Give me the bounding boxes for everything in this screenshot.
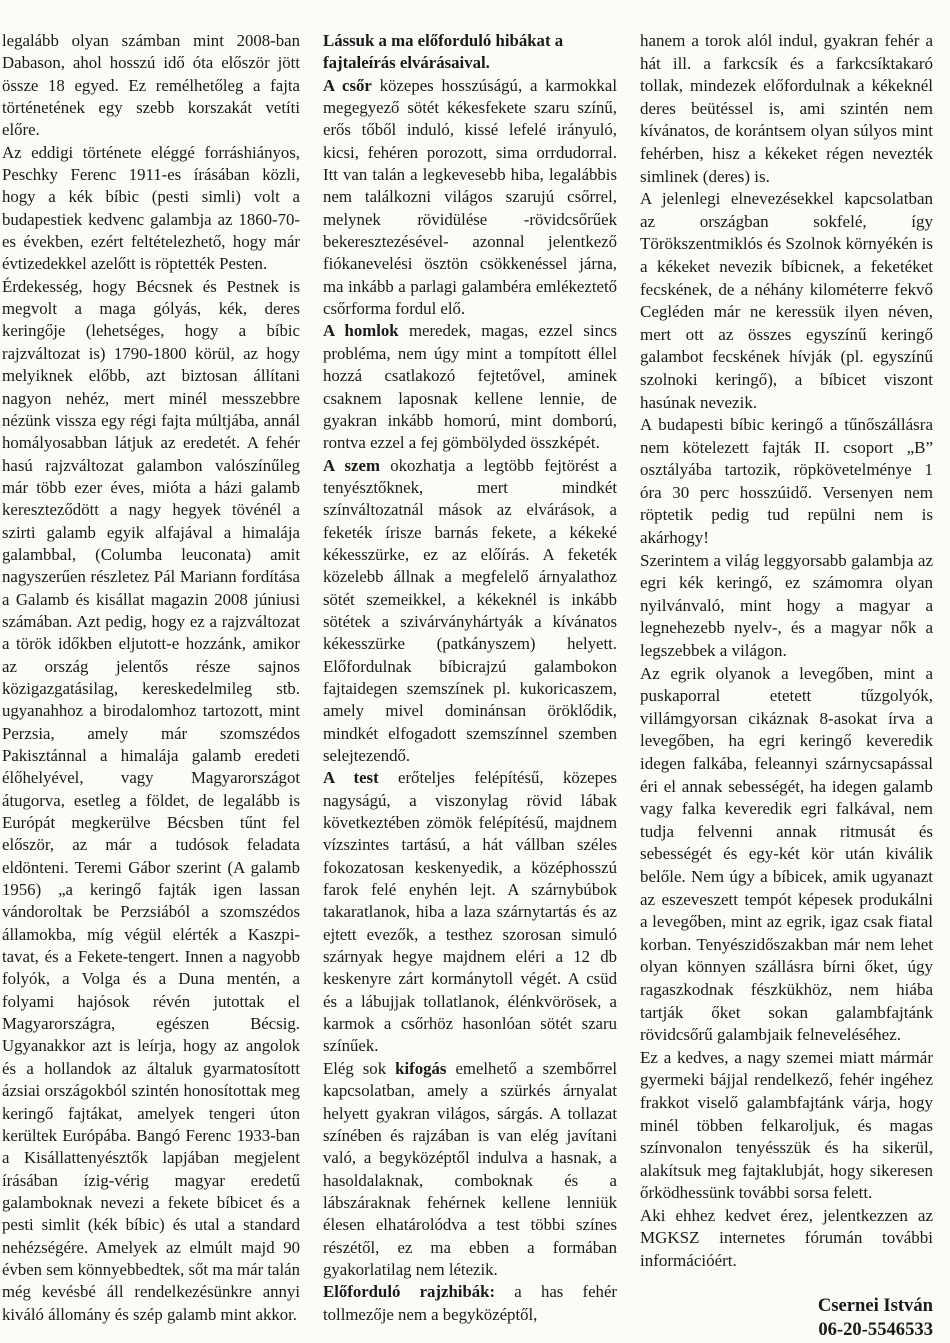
paragraph-text: a has fehér tollmezője nem a begyközéptől, xyxy=(323,1282,617,1324)
paragraph: A budapesti bíbic keringő a tűnőszállásra nem kötelezett fajták II. csoport „B” osztályába tartozik, röpkövetelménye 1 óra 30 perc hosszúidő. Versenyen nem röptetik pedig tud repülni nem is akárhogy! xyxy=(640,415,933,548)
paragraph: Aki ehhez kedvet érez, jelentkezzen az MGKSZ internetes fórumán további információért. xyxy=(640,1205,933,1271)
paragraph-eye xyxy=(323,455,617,768)
keyword-beak: A csőr xyxy=(323,75,372,95)
column-2 xyxy=(323,30,617,1326)
author-name: Csernei István xyxy=(817,1295,933,1316)
paragraph: Az egrik olyanok a levegőben, mint a puskaporral etetett tűzgolyók, villámgyorsan cikáznak 8-asokat írva a levegőben, ha egri keringő keveredik idegen falkába, feleannyi szárnycsapással éri el annak sebességét, ha idegen galamb vagy falka keveredik egri falkával, nem tudja felvenni annak ritmusát és sebességét és egy-két kör után kiválik belőle. Nem úgy a bíbicek, amik ugyanazt az eszeveszett tempót képesek produkálni a levegőben, mint az egrik, igaz csak fiatal korban. Tenyészidőszakban már nem lehet olyan könnyen szállásra bírni őket, úgy ragaszkodnak fészkükhöz, nem hiába tartják őket sokan galambfajtánk rövidcsőrű galambjaik felneveléséhez. xyxy=(640,663,933,1045)
author-phone: 06-20-5546533 xyxy=(818,1319,933,1340)
paragraph-pattern-faults xyxy=(323,1281,617,1326)
paragraph: Az eddigi története eléggé forráshiányos, Peschky Ferenc 1911-es írásában közli, hogy a kék bíbic (pesti simli) volt a budapestiek kedvenc galambja az 1860-70-es években, ezért feltételezhető, hogy már évtizedekkel azelőtt is röptették Pesten. xyxy=(2,142,300,274)
paragraph: Szerintem a világ leggyorsabb galambja az egri kék keringő, ez számomra olyan nyilvánvaló, mint hogy a magyar a legnehezebb nyelv-, és a magyar nők a legszebbek a világon. xyxy=(640,550,933,661)
paragraph: legalább olyan számban mint 2008-ban Dabason, ahol hosszú idő óta először jött össze 18 egyed. Ez remélhetőleg a fajta történetének egy szebb korszakát vetíti előre. xyxy=(2,31,300,140)
paragraph-text: Elég sok xyxy=(323,1058,396,1078)
paragraph-forehead xyxy=(323,320,617,454)
paragraph-text: emelhető a szembőrrel kapcsolatban, amely a szürkés árnyalat helyett gyakran világos, sárgás. A tollazat színében és rajzában is van elég javítani való, a begyközéptől indulva a hasnak, a hasoldalaknak, comboknak és a lábszáraknak fehérnek kellene lenniük élesen elhatárolódva a test többi színes részétől, ez ma ebben a formában gyakorlatilag nem létezik. xyxy=(323,1058,617,1279)
paragraph-text: meredek, magas, ezzel sincs probléma, nem úgy mint a tompított éllel hozzá csatlakozó fejtetővel, aminek csaknem laposnak kellene lennie, de gyakran inkább homorú, mint domború, rontva ezzel a fej gömbölyded összképét. xyxy=(323,321,617,453)
column-3 xyxy=(640,30,933,1273)
author-signature xyxy=(640,1294,933,1342)
paragraph-beak xyxy=(323,75,617,321)
paragraph-body xyxy=(323,767,617,1057)
section-title: Lássuk a ma előforduló hibákat a fajtaleírás elvárásaival. xyxy=(323,31,564,73)
paragraph: Érdekesség, hogy Bécsnek és Pestnek is megvolt a maga gólyás, kék, deres keringője (lehetséges, hogy a bíbic rajzváltozat is) 1790-1800 körül, az hogy melyiknek előbb, azt biztosan állítani nagyon nehéz, mert minél messzebbre nézünk vissza egy régi fajta múltjába, annál homályosabban látjuk az eredetét. A fehér hasú rajzváltozat galambon valószínűleg már több ezer éves, mióta a házi galamb kereszteződött a nagy hegyek tövénél a szirti galamb egyik alfajával a himalája galambbal, (Columba leuconata) amit nagyszerűen részletez Pál Mariann fordítása a Galamb és kisállat magazin 2008 júniusi számában. Azt pedig, hogy ez a rajzváltozat a török időkben eljutott-e hozzánk, amikor az ország jelentős része sajnos közigazgatásilag, kereskedelmileg stb. ugyanahhoz a birodalomhoz tartozott, mint Perzsia, amely már szomszédos Pakisztánnal a himalája galamb eredeti élőhelyével, vagy Magyarországot átugorva, esetleg a földet, de legalább is Európát megkerülve Bécsben tűnt fel először, az már a tudósok feladata eldönteni. Teremi Gábor szerint (A galamb 1956) „a keringő fajták igen lassan vándoroltak be Perzsiából a szomszédos államokba, míg végül elérték a Kaszpi-tavat, és a Fekete-tengert. Innen a nagyobb folyók, a Volga és a Duna mentén, a folyami hajósok révén jutottak el Magyarországra, egészen Bécsig. Ugyanakkor azt is leírja, hogy az angolok és a hollandok az általuk gyarmatosított ázsiai országokból szintén honosítottak meg keringő fajtákat, amelyek tengeri úton kerültek Európába. Bangó Ferenc 1933-ban a Kisállattenyésztők lapjában megjelent írásában ízig-vérig magyar eredetű galamboknak nevezi a fekete bíbicet és a pesti simlit (kék bíbic) és utal a standard nehézségére. Amelyek az elmúlt majd 90 évben sem könnyebbedtek, sőt ma már talán még kevésbé áll rendelkezésünkre annyi kiváló állomány és szép galamb mint akkor. xyxy=(2,276,300,1324)
keyword-eye: A szem xyxy=(323,455,380,475)
paragraph-text: közepes hosszúságú, a karmokkal megegyező sötét kékesfekete szaru színű, erős tőből induló, kissé lefelé irányuló, kicsi, fehéren porozott, sima orrdudorral. Itt van talán a legkevesebb hiba, legalábbis nem találkozni világos szarujú csőrrel, melynek rövidülése -rövidcsőrűek bekeresztezésével- azonnal jelentkező fiókanevelési ösztön csökkenéssel járna, ma inkább a parlagi galambéra emlékeztető csőrforma fordul elő. xyxy=(323,75,617,319)
keyword-body: A test xyxy=(323,768,379,788)
paragraph: hanem a torok alól indul, gyakran fehér a hát ill. a farkcsík és a farkcsíktakaró tollak, mindezek előfordulnak a kékeknél deres beütéssel is, ami szintén nem kívánatos, de korántsem olyan súlyos mint fehérben, hisz a kékeket régen nevezték simlinek (deres) is. xyxy=(640,31,933,186)
keyword-faults: kifogás xyxy=(395,1058,447,1078)
paragraph: A jelenlegi elnevezésekkel kapcsolatban az országban sokfelé, így Törökszentmiklós és Szolnok környékén is a kékeket nevezik bíbicnek, a feketéket fecskének, de a néhány kilométerre fekvő Cegléden már ne keressük ilyen néven, mert ott az összes egyszínű keringő galambot fecskének hívják (pl. egyszínű szolnoki keringő), a bíbicet viszont hasúnak nevezik. xyxy=(640,189,933,412)
keyword-forehead: A homlok xyxy=(323,321,399,341)
paragraph-faults xyxy=(323,1058,617,1281)
column-1 xyxy=(2,30,300,1326)
paragraph: Ez a kedves, a nagy szemei miatt mármár gyermeki bájjal rendelkező, fehér ingéhez frakkot viselő galambfajtánk várja, hogy minél többen felkaroljuk, és magas színvonalon tenyésszük és ha sikerül, alakítsuk meg fajtaklubját, hogy sikeresen őrködhessünk további sorsa felett. xyxy=(640,1047,933,1203)
keyword-pattern-faults: Előforduló rajzhibák: xyxy=(323,1282,496,1302)
paragraph-text: erőteljes felépítésű, közepes nagyságú, a viszonylag rövid lábak következtében zömök felépítésű, majdnem vízszintes tartású, a hát vállban széles fokozatosan keskenyedik, a középhosszú farok felé enyhén lejt. A szárnybúbok takaratlanok, hiba a laza szárnytartás és az ejtett evezők, a testhez szorosan simuló szárnyak hegye majdnem eléri a 12 db keskenyre zárt kormánytoll végét. A csüd és a lábujjak tollatlanok, élénkvörösek, a karmok a csőrhöz hasonlóan sötét szaru színűek. xyxy=(323,768,618,1056)
paragraph-text: okozhatja a legtöbb fejtörést a tenyésztőknek, mert mindkét színváltozatnál mások az elvárások, a feketék íriszе barnás fekete, a kékeké kékesszürke, ez az előírás. A feketék közelebb állnak a megfelelő árnyalathoz sötét szemeikkel, a kékeknél is inkább sötétek a szivárványhártyák a kívánatos kékesszürke (patkányszem) helyett. Előfordulnak bíbicrajzú galambokon fajtaidegen szemszínek pl. kukoricaszem, amely mivel dominánsan öröklődik, mindkét elfogadott szemszínnel szemben selejtezendő. xyxy=(323,455,617,765)
